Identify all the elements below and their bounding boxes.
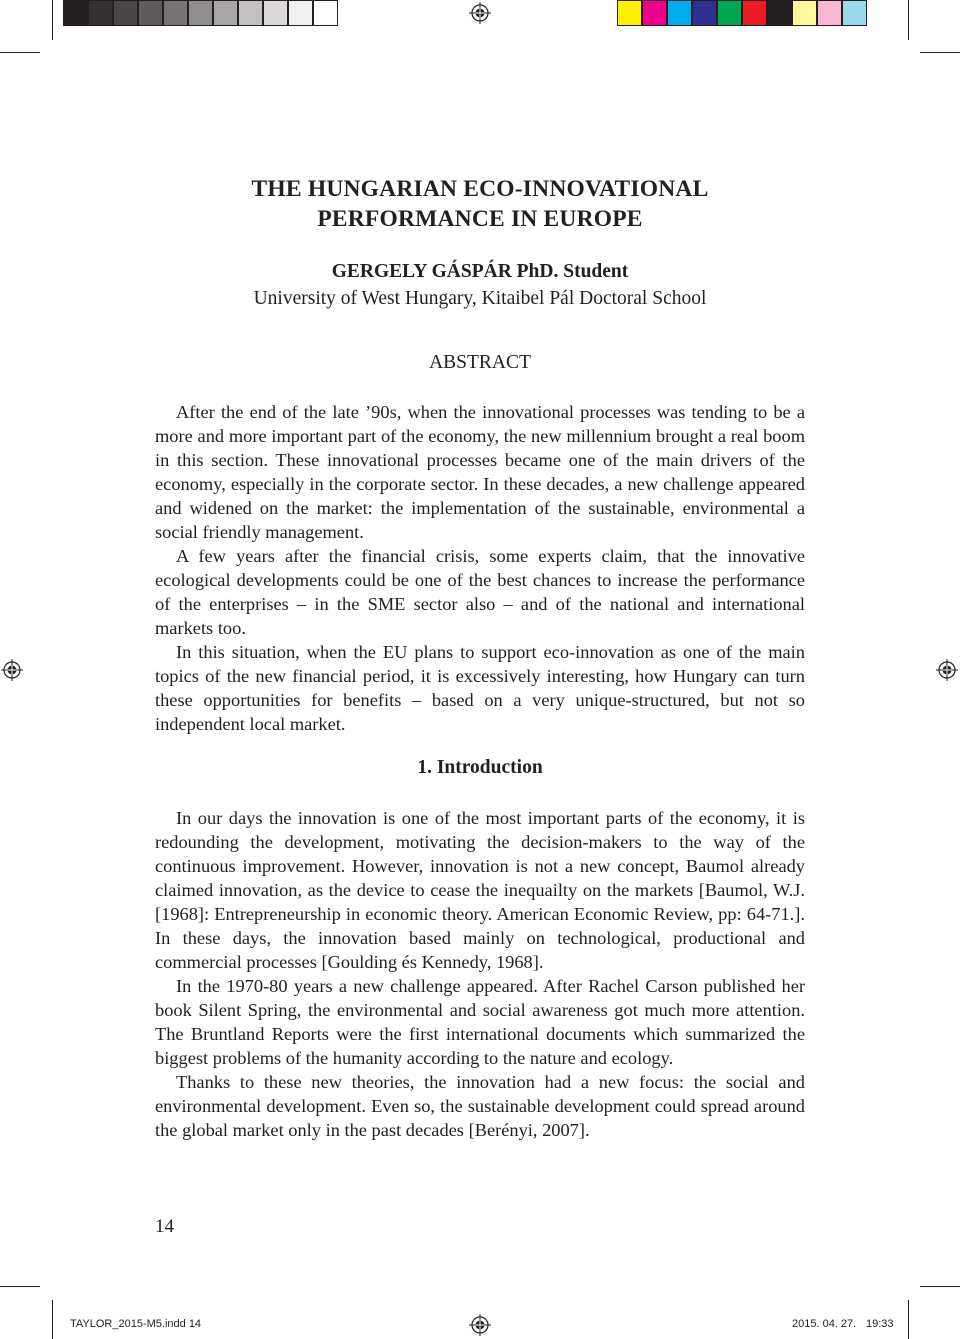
gray-swatch: [238, 0, 263, 26]
gray-swatch: [288, 0, 313, 26]
crop-mark-top-left-vertical: [52, 0, 53, 40]
color-swatch: [692, 0, 717, 26]
gray-swatch: [88, 0, 113, 26]
registration-mark-bottom-icon: [469, 1314, 491, 1336]
process-color-bar: [617, 0, 867, 26]
color-swatch: [717, 0, 742, 26]
abstract-heading: ABSTRACT: [429, 352, 531, 373]
crop-mark-bottom-left-horizontal: [0, 1286, 40, 1287]
abstract-paragraph: After the end of the late ’90s, when the innovational processes was tending to be a more and more important part of the economy, the new millennium brought a real boom in this section. These innovational processes became one of the main drivers of the economy, especially in the corporate sector. In these decades, a new challenge appeared and widened on the market: the implementation of the sustainable, environmental a social friendly management.: [155, 402, 805, 542]
color-swatch: [817, 0, 842, 26]
title-line-2: PERFORMANCE IN EUROPE: [317, 206, 643, 232]
gray-swatch: [138, 0, 163, 26]
gray-swatch: [113, 0, 138, 26]
crop-mark-bottom-left-vertical: [52, 1300, 53, 1339]
color-swatch: [792, 0, 817, 26]
registration-mark-right-icon: [936, 659, 958, 681]
registration-mark-top-icon: [469, 2, 491, 24]
color-swatch: [767, 0, 792, 26]
crop-mark-top-right-horizontal: [920, 52, 960, 53]
gray-swatch: [188, 0, 213, 26]
author-affiliation: University of West Hungary, Kitaibel Pál Doctoral School: [253, 288, 707, 309]
introduction-paragraph: In the 1970-80 years a new challenge appeared. After Rachel Carson published her book Silent Spring, the environmental and social awareness got much more attention. The Bruntland Reports were the first international documents which summarized the biggest problems of the humanity according to the nature and ecology.: [155, 976, 805, 1068]
page-number: 14: [155, 1216, 174, 1237]
introduction-body: [155, 806, 805, 1142]
color-swatch: [617, 0, 642, 26]
color-swatch: [842, 0, 867, 26]
title-line-1: THE HUNGARIAN ECO-INNOVATIONAL: [251, 176, 709, 202]
gray-swatch: [313, 0, 338, 26]
color-swatch: [667, 0, 692, 26]
registration-mark-left-icon: [1, 659, 23, 681]
article-title: [160, 174, 800, 234]
introduction-paragraph: In our days the innovation is one of the most important parts of the economy, it is redounding the development, motivating the decision-makers to the way of the continuous improvement. However, innovation is not a new concept, Baumol already claimed innovation, as the device to cease the inequailty on the markets [Baumol, W.J. [1968]: Entrepreneurship in economic theory. American Economic Review, pp: 64-71.]. In these days, the innovation based mainly on technological, productional and commercial processes [Goulding és Kennedy, 1968].: [155, 808, 805, 972]
slug-filename: TAYLOR_2015-M5.indd 14: [70, 1318, 202, 1330]
abstract-paragraph: In this situation, when the EU plans to support eco-innovation as one of the main topics of the new financial period, it is excessively interesting, how Hungary can turn these opportunities for benefits – based on a very unique-structured, but not so independent local market.: [155, 642, 805, 734]
gray-swatch: [63, 0, 88, 26]
gray-swatch: [163, 0, 188, 26]
color-swatch: [742, 0, 767, 26]
crop-mark-bottom-right-vertical: [908, 1300, 909, 1339]
author-block: [160, 258, 800, 312]
author-name: GERGELY GÁSPÁR PhD. Student: [331, 261, 629, 282]
introduction-paragraph: Thanks to these new theories, the innovation had a new focus: the social and environmental development. Even so, the sustainable development could spread around the global market only in the past decades [Berényi, 2007].: [155, 1072, 805, 1140]
crop-mark-bottom-right-horizontal: [920, 1286, 960, 1287]
slug-date: 2015. 04. 27.: [792, 1318, 857, 1330]
slug-time: 19:33: [866, 1318, 894, 1330]
gray-swatch: [263, 0, 288, 26]
abstract-body: [155, 400, 805, 736]
crop-mark-top-left-horizontal: [0, 52, 40, 53]
abstract-paragraph: A few years after the financial crisis, some experts claim, that the innovative ecological developments could be one of the best chances to increase the performance of the enterprises – in the SME sector also – and of the national and international markets too.: [155, 546, 805, 638]
section-heading-introduction: 1. Introduction: [417, 757, 543, 778]
crop-mark-top-right-vertical: [908, 0, 909, 40]
color-swatch: [642, 0, 667, 26]
grayscale-color-bar: [63, 0, 338, 26]
gray-swatch: [213, 0, 238, 26]
